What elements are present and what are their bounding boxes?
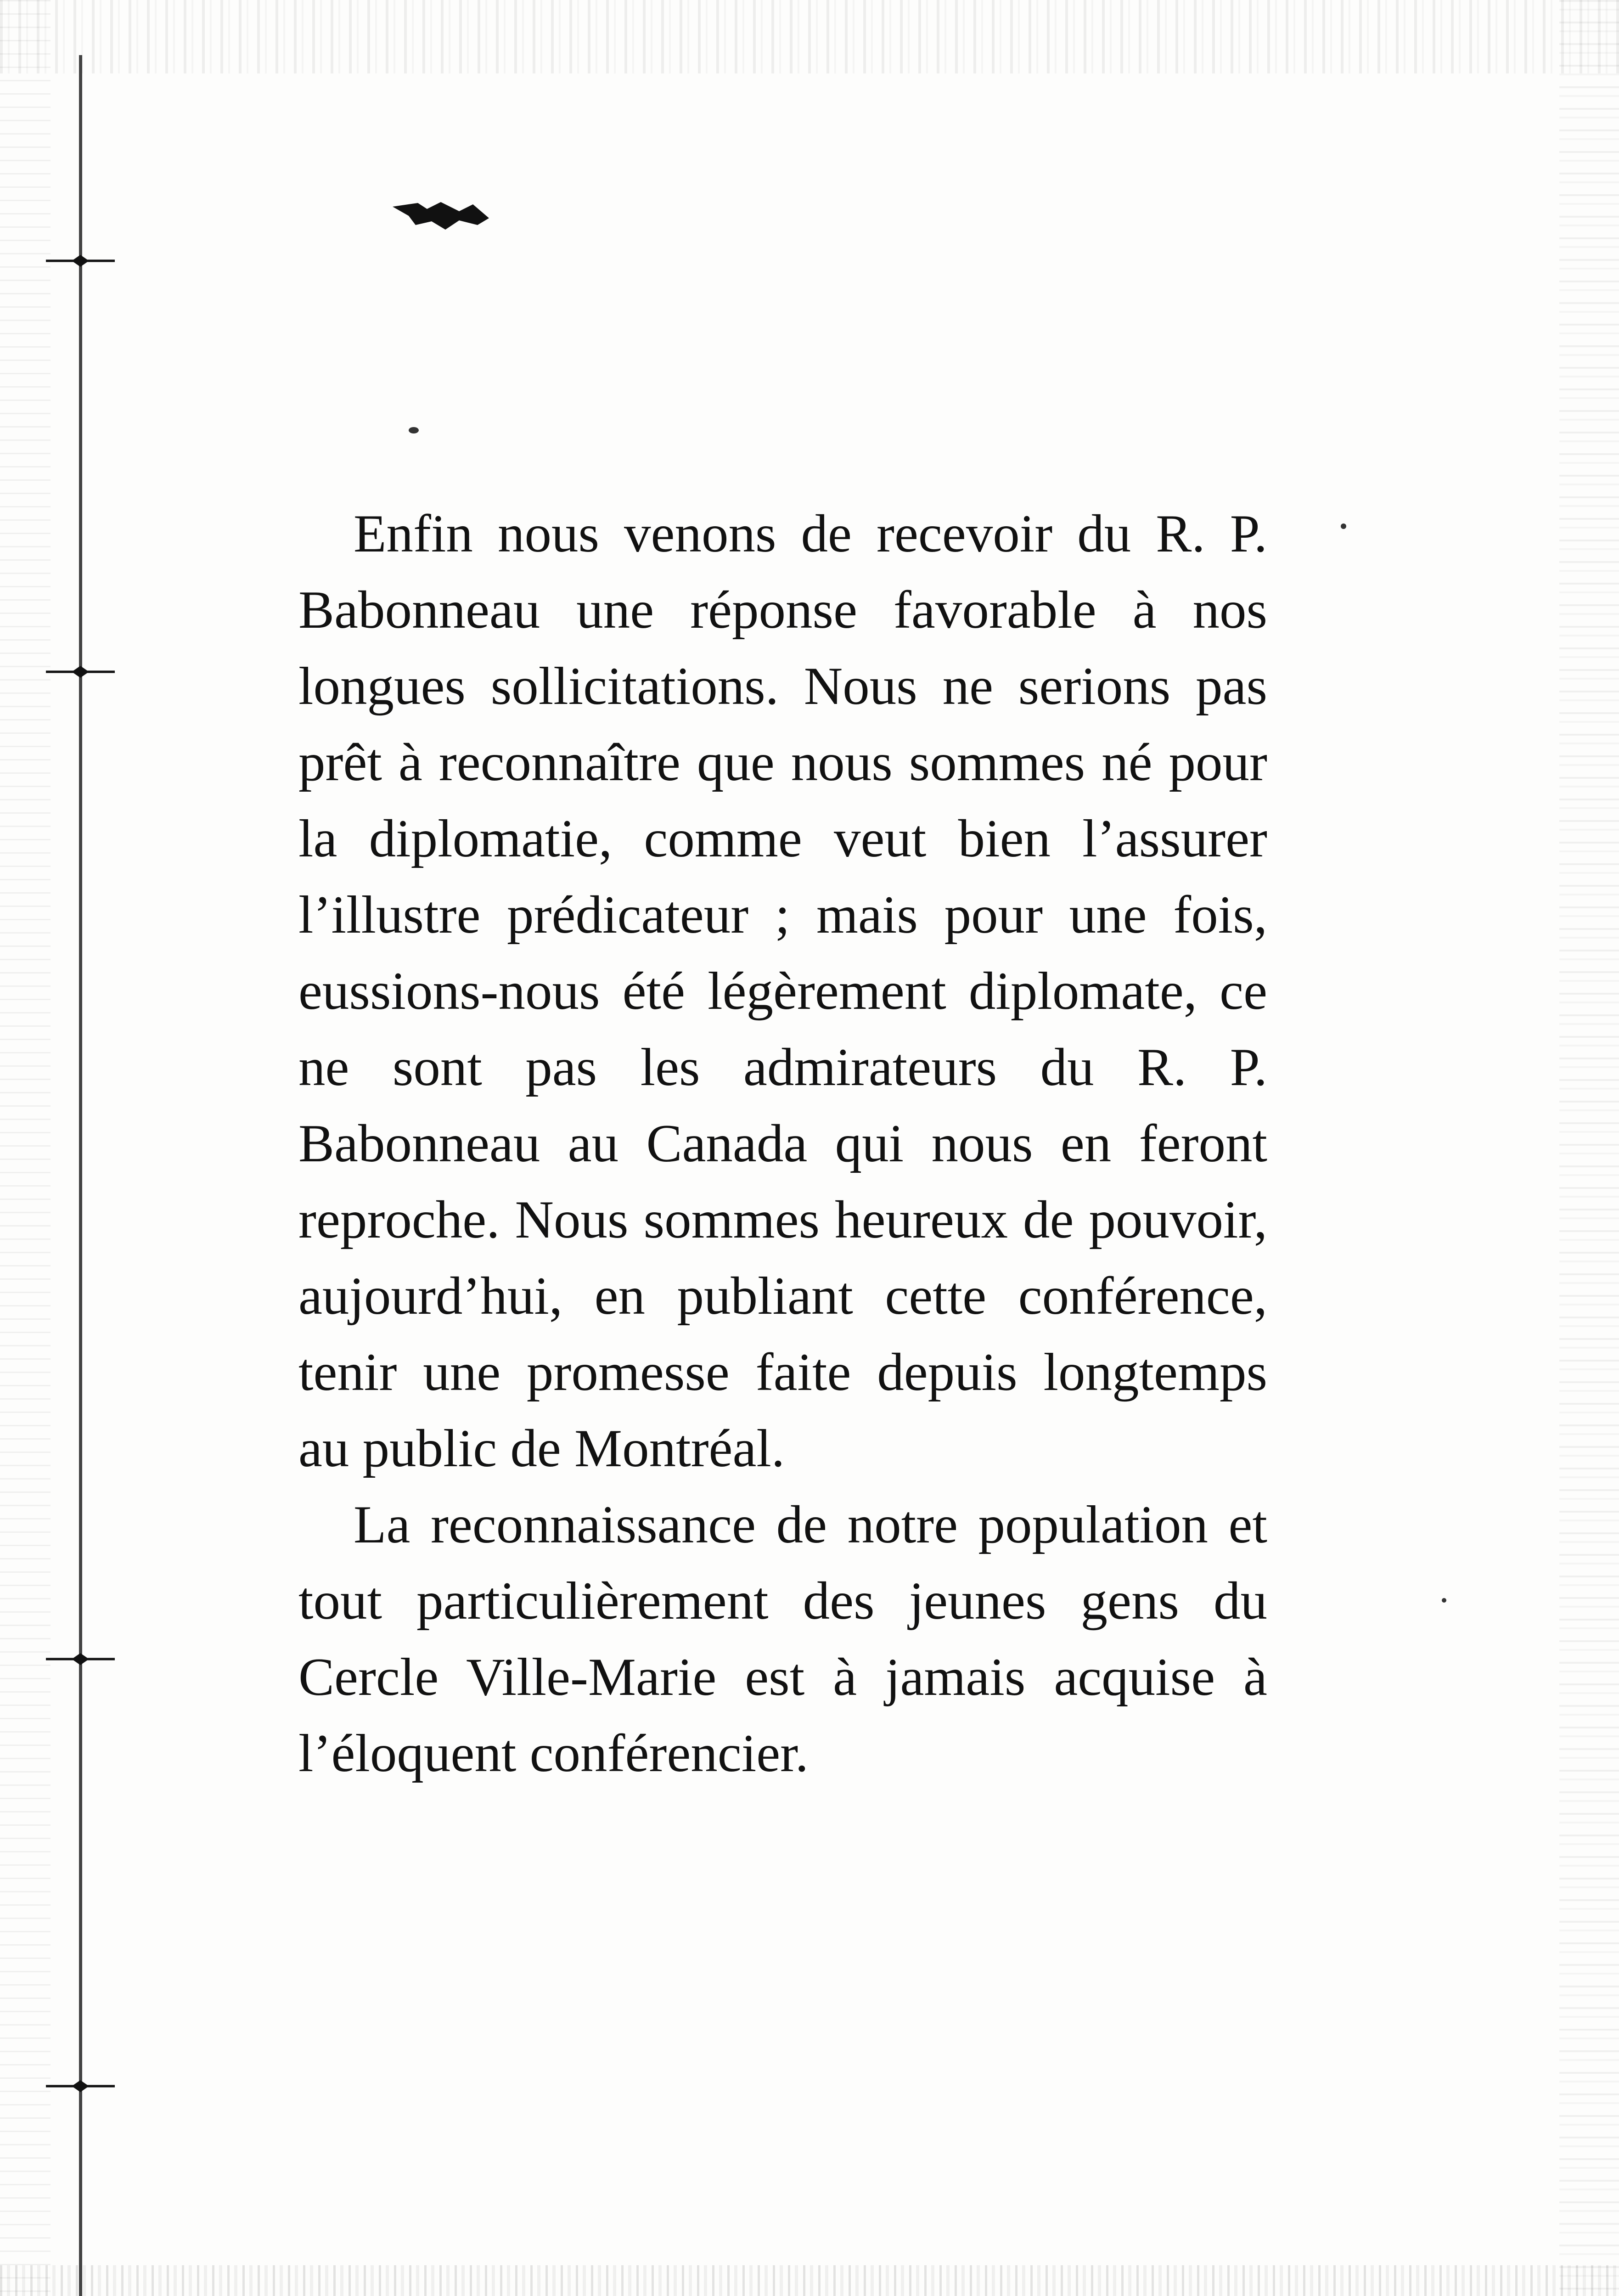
scan-edge-right	[1559, 0, 1619, 2296]
binding-line	[79, 55, 82, 2296]
scan-edge-left	[0, 0, 51, 2296]
binding-clip-icon	[46, 255, 115, 267]
binding-clip-icon	[46, 666, 115, 678]
paragraph-1: Enfin nous venons de recevoir du R. P. Babonneau une réponse favorable à nos longues sollicitations. Nous ne serions pas prêt à reconnaître que nous sommes né pour la diplomatie, comme veut bien l’assurer l’illustre prédicateur ; mais pour une fois, eussions-nous été légèrement diplomate, ce ne sont pas les admirateurs du R. P. Babonneau au Canada qui nous en feront reproche. Nous sommes heureux de pouvoir, aujourd’hui, en publiant cette conférence, tenir une promesse faite depuis longtemps au public de Montréal.	[298, 504, 1267, 1478]
binding-clip-icon	[46, 2080, 115, 2092]
paragraph-2: La reconnaissance de notre population et tout particulièrement des jeunes gens du Cercle Ville-Marie est à jamais acquise à l’éloquent conférencier.	[298, 1495, 1267, 1783]
binding-clip-icon	[46, 1653, 115, 1665]
scan-edge-top	[0, 0, 1619, 73]
printer-ornament-icon	[390, 193, 496, 234]
ink-speck	[409, 427, 419, 433]
ink-speck	[1442, 1598, 1446, 1603]
body-text	[298, 496, 1267, 1792]
ink-speck	[1341, 523, 1346, 529]
scan-edge-bottom	[0, 2265, 1619, 2296]
